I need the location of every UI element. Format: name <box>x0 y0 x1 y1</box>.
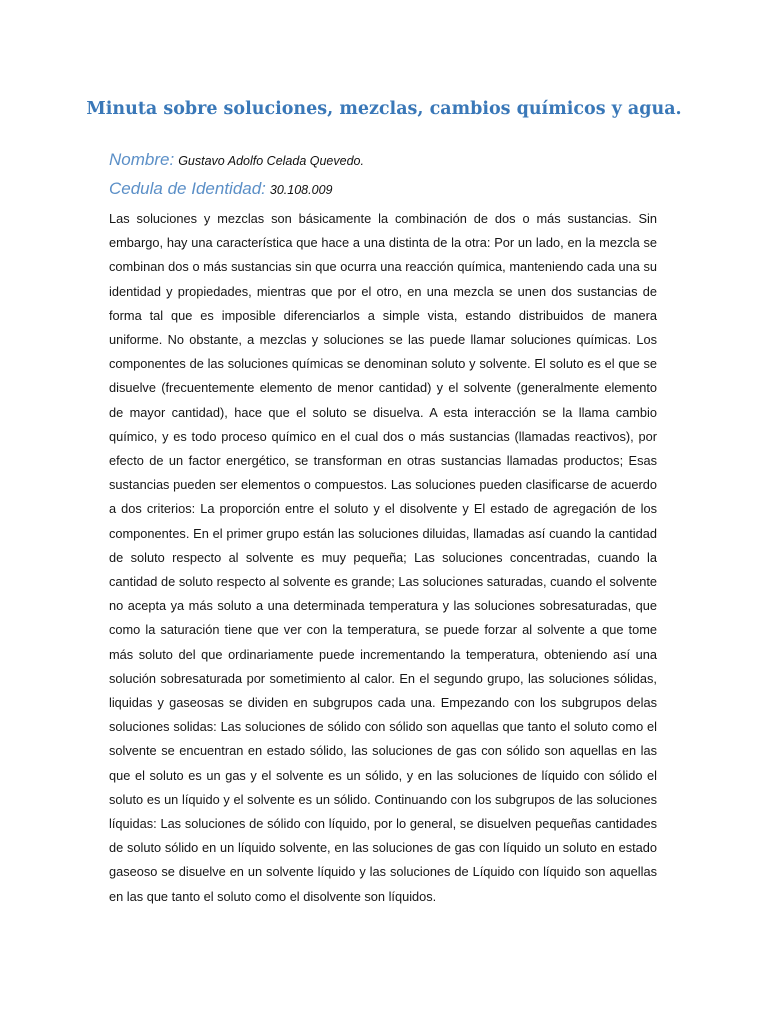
body-paragraph: Las soluciones y mezclas son básicamente la combinación de dos o más sustancias. Sin embargo, hay una característica que hace a una distinta de la otra: Por un lado, en la mezcla se combinan dos o más sustancias sin que ocurra una reacción química, manteniendo cada una su identidad y propiedades, mientras que por el otro, en una mezcla se unen dos sustancias de forma tal que es imposible diferenciarlos a simple vista, estando distribuidos de manera uniforme. No obstante, a mezclas y soluciones se las puede llamar soluciones químicas. Los componentes de las soluciones químicas se denominan soluto y solvente. El soluto es el que se disuelve (frecuentemente elemento de menor cantidad) y el solvente (generalmente elemento de mayor cantidad), hace que el soluto se disuelva. A esta interacción se la llama cambio químico, y es todo proceso químico en el cual dos o más sustancias (llamadas reactivos), por efecto de un factor energético, se transforman en otras sustancias llamadas productos; Esas sustancias pueden ser elementos o compuestos. Las soluciones pueden clasificarse de acuerdo a dos criterios: La proporción entre el soluto y el disolvente y El estado de agregación de los componentes. En el primer grupo están las soluciones diluidas, llamadas así cuando la cantidad de soluto respecto al solvente es muy pequeña; Las soluciones concentradas, cuando la cantidad de soluto respecto al solvente es grande; Las soluciones saturadas, cuando el solvente no acepta ya más soluto a una determinada temperatura y las soluciones sobresaturadas, que como la saturación tiene que ver con la temperatura, se puede forzar al solvente a que tome más soluto del que ordinariamente puede incrementando la temperatura, obteniendo así una solución sobresaturada por sometimiento al calor. En el segundo grupo, las soluciones sólidas, liquidas y gaseosas se dividen en subgrupos cada una. Empezando con los subgrupos delas soluciones solidas: Las soluciones de sólido con sólido son aquellas que tanto el soluto como el solvente se encuentran en estado sólido, las soluciones de gas con sólido son aquellas en las que el soluto es un gas y el solvente es un sólido, y en las soluciones de líquido con sólido el soluto es un líquido y el solvente es un sólido. Continuando con los subgrupos de las soluciones líquidas: Las soluciones de sólido con líquido, por lo general, se disuelven pequeñas cantidades de soluto sólido en un líquido solvente, en las soluciones de gas con líquido un soluto en estado gaseoso se disuelve en un solvente líquido y las soluciones de Líquido con líquido son aquellas en las que tanto el soluto como el disolvente son líquidos. <box>109 211 657 904</box>
author-label: Nombre: <box>109 150 175 169</box>
id-label: Cedula de Identidad: <box>109 179 266 198</box>
id-value: 30.108.009 <box>269 183 333 197</box>
id-line <box>109 179 332 199</box>
author-line <box>109 150 364 170</box>
author-value: Gustavo Adolfo Celada Quevedo. <box>178 154 364 168</box>
document-title: Minuta sobre soluciones, mezclas, cambios químicos y agua. <box>86 99 682 119</box>
